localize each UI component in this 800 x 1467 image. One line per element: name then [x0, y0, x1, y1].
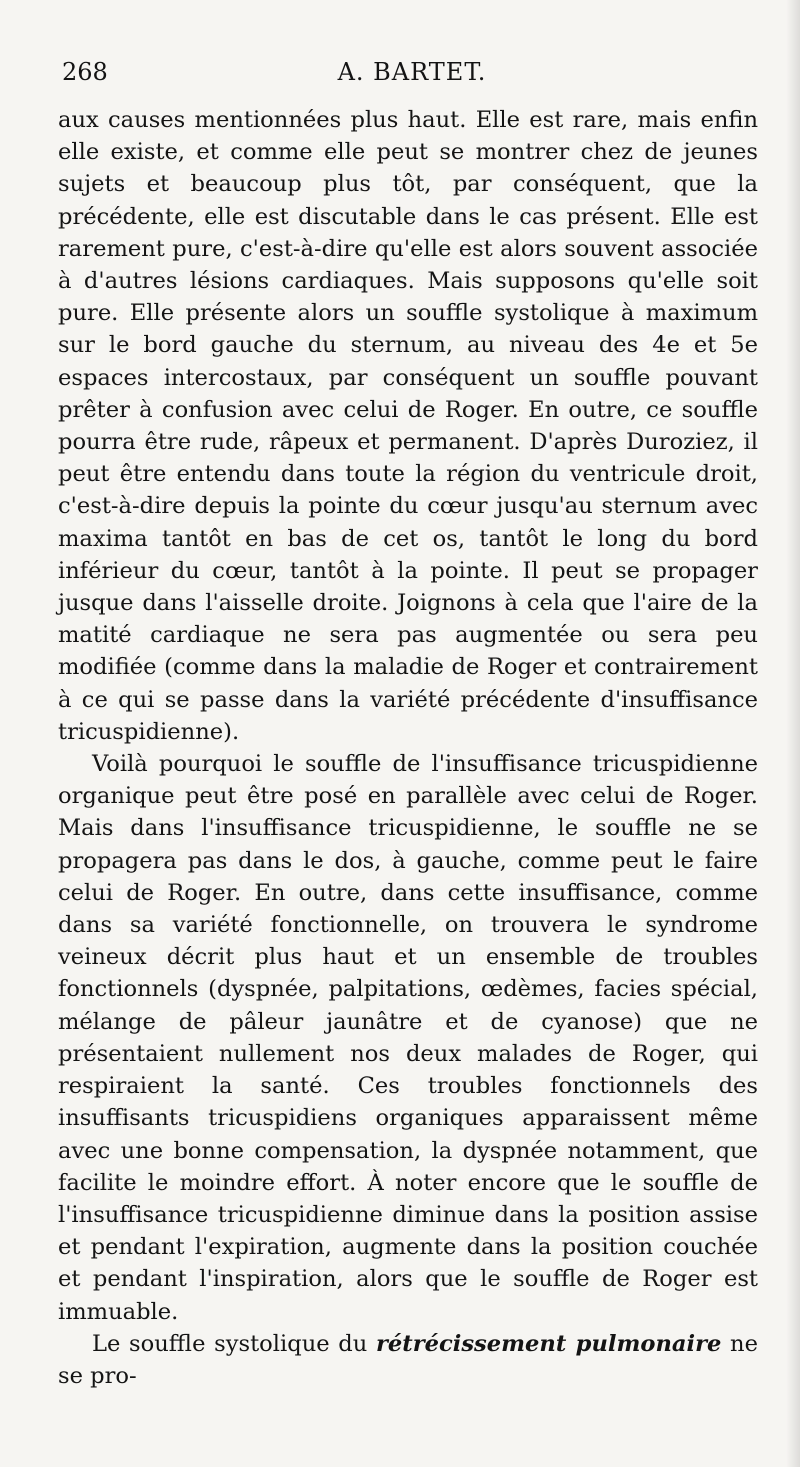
paragraph-3-suffix: ne se pro- — [58, 1330, 758, 1389]
paragraph-3 — [58, 1328, 758, 1392]
page-edge-shadow — [786, 0, 800, 1467]
paragraph-2: Voilà pourquoi le souffle de l'insuffisance tricuspidienne organique peut être posé en parallèle avec celui de Roger. Mais dans l'insuffisance tricuspidienne, le souffle ne se propagera pas dans le dos, à gauche, comme peut le faire celui de Roger. En outre, dans cette insuffisance, comme dans sa variété fonctionnelle, on trouvera le syndrome veineux décrit plus haut et un ensemble de troubles fonctionnels (dyspnée, palpitations, œdèmes, facies spécial, mélange de pâleur jaunâtre et de cyanose) que ne présentaient nullement nos deux malades de Roger, qui respiraient la santé. Ces troubles fonctionnels des insuffisants tricuspidiens organiques apparaissent même avec une bonne compensation, la dyspnée notamment, que facilite le moindre effort. À noter encore que le souffle de l'insuffisance tricuspidienne diminue dans la position assise et pendant l'expiration, augmente dans la position couchée et pendant l'inspiration, alors que le souffle de Roger est immuable. — [58, 751, 758, 1325]
page-number: 268 — [62, 58, 108, 86]
paragraph-1: aux causes mentionnées plus haut. Elle est rare, mais enfin elle existe, et comme elle peut se montrer chez de jeunes sujets et beaucoup plus tôt, par conséquent, que la précédente, elle est discutable dans le cas présent. Elle est rarement pure, c'est-à-dire qu'elle est alors souvent associée à d'autres lésions cardiaques. Mais supposons qu'elle soit pure. Elle présente alors un souffle systolique à maximum sur le bord gauche du sternum, au niveau des 4e et 5e espaces intercostaux, par conséquent un souffle pouvant prêter à confusion avec celui de Roger. En outre, ce souffle pourra être rude, râpeux et permanent. D'après Duroziez, il peut être entendu dans toute la région du ventricule droit, c'est-à-dire depuis la pointe du cœur jusqu'au sternum avec maxima tantôt en bas de cet os, tantôt le long du bord inférieur du cœur, tantôt à la pointe. Il peut se propager jusque dans l'aisselle droite. Joignons à cela que l'aire de la matité cardiaque ne sera pas augmentée ou sera peu modifiée (comme dans la maladie de Roger et contrairement à ce qui se passe dans la variété précédente d'insuffisance tricuspidienne). — [58, 107, 758, 745]
paragraph-3-prefix: Le souffle systolique du — [92, 1330, 376, 1357]
emphasis-term: rétrécissement pulmonaire — [376, 1330, 722, 1357]
page-body — [58, 104, 758, 1392]
page-header — [62, 58, 762, 92]
running-head: A. BARTET. — [337, 58, 487, 86]
